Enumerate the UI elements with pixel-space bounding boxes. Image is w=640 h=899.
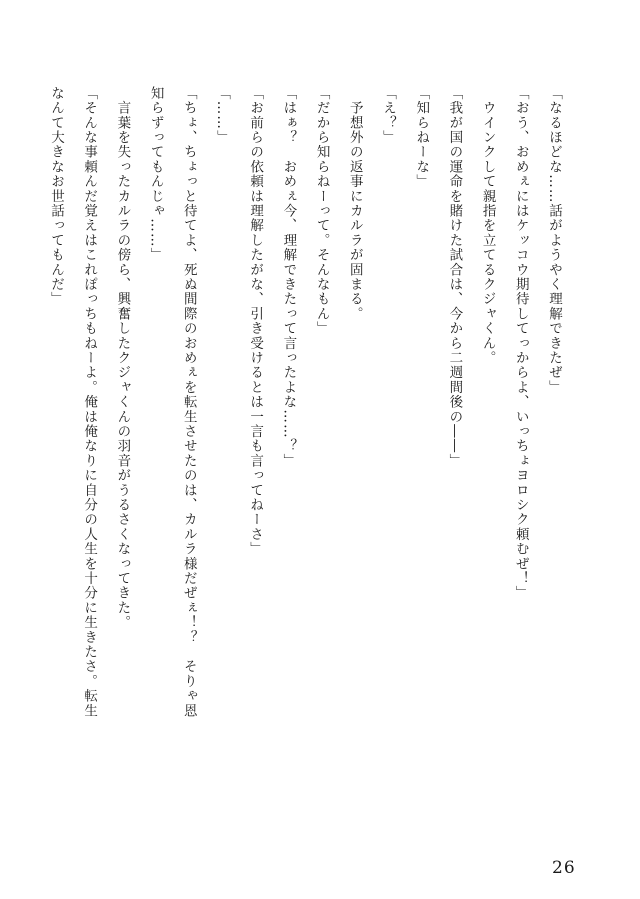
text-line: 「おう、おめぇにはケッコウ期待してっからよ、いっちょヨロシク頼むぜ！」: [512, 86, 529, 601]
text-line: 「知らねーな」: [413, 86, 430, 189]
text-line: ウインクして親指を立てるクジャくん。: [479, 86, 496, 366]
text-line: 「はぁ？ おめぇ今、理解できたって言ったよな……？」: [280, 86, 297, 469]
text-line: 予想外の返事にカルラが固まる。: [346, 86, 363, 322]
text-line: 「え？」: [379, 86, 396, 145]
text-line: 「だから知らねーって。そんなもん」: [313, 86, 330, 336]
page-number: 26: [552, 858, 576, 878]
text-line: 知らずってもんじゃ……」: [147, 86, 164, 263]
vertical-text-body: [39, 86, 570, 786]
text-line: 「ちょ、ちょっと待てよ、死ぬ間際のおめぇを転生させたのは、カルラ様だぜぇ！？ そりゃ恩: [180, 86, 197, 719]
text-line: 言葉を失ったカルラの傍ら、興奮したクジャくんの羽音がうるさくなってきた。: [114, 86, 131, 630]
text-line: 「そんな事頼んだ覚えはこれぽっちもねーよ。俺は俺なりに自分の人生を十分に生きたさ。転生: [81, 86, 98, 719]
text-line: 「なるほどな……話がようやく理解できたぜ」: [546, 86, 562, 395]
text-line: 「……」: [213, 86, 230, 145]
text-line: 「我が国の運命を賭けた試合は、今から二週間後の――」: [446, 86, 463, 469]
text-line: なんて大きなお世話ってもんだ」: [47, 86, 64, 307]
text-line: 「お前らの依頼は理解したがな、引き受けるとは一言も言ってねーさ」: [247, 86, 264, 557]
